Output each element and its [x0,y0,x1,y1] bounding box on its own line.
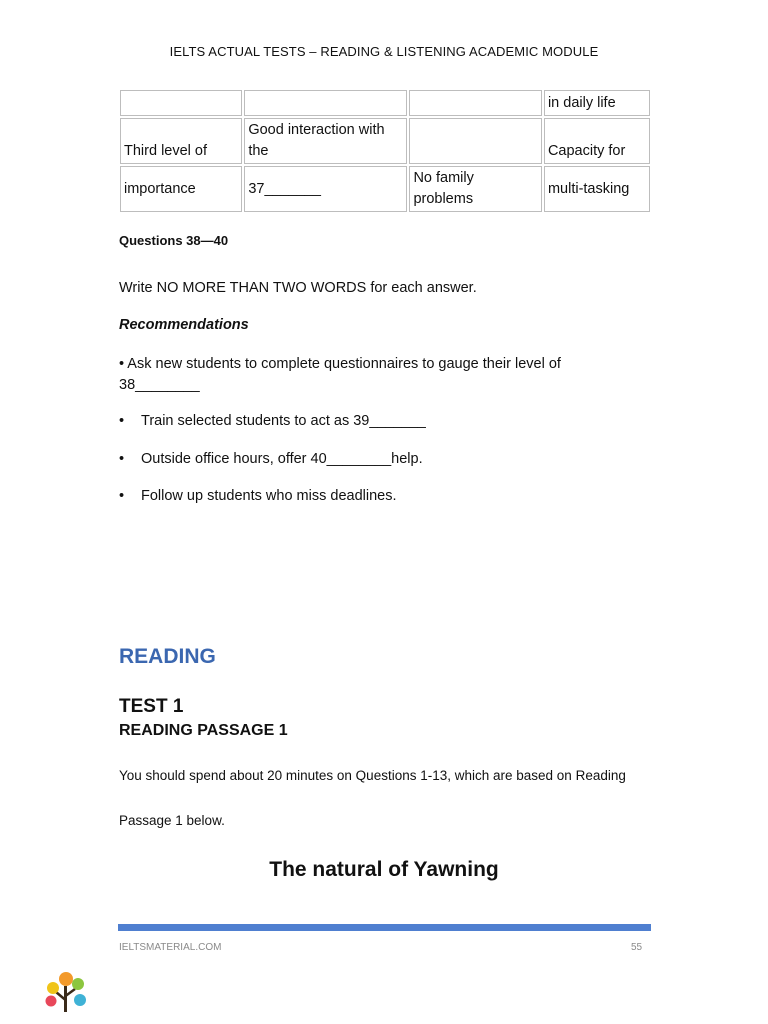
bullet-icon: • [119,488,125,504]
test-title: TEST 1 [119,696,184,717]
page-header-title: IELTS ACTUAL TESTS – READING & LISTENING ACADEMIC MODULE [169,44,599,59]
reading-section-title: READING [119,645,216,668]
questions-instruction: Write NO MORE THAN TWO WORDS for each answer. [119,280,477,296]
passage-title: The natural of Yawning [269,858,499,881]
recommendation-line: 38________ [119,377,200,393]
questions-heading: Questions 38—40 [119,233,229,248]
table-cell: 37_______ [244,166,407,212]
table-cell: No family problems [409,166,542,212]
table-cell [120,90,242,116]
table-row [120,90,650,116]
page-number: 55 [631,942,643,953]
table-cell [409,118,542,164]
table-cell [244,90,407,116]
recommendation-item [119,354,561,396]
recommendation-text: Outside office hours, offer 40________help. [141,451,423,467]
table-row [120,166,650,212]
tree-logo-icon [44,970,88,1014]
table-cell: Third level of [120,118,242,164]
recommendations-heading: Recommendations [119,317,249,333]
table-cell: multi-tasking [544,166,650,212]
passage-heading: READING PASSAGE 1 [119,722,288,739]
table-cell: importance [120,166,242,212]
reading-instruction: You should spend about 20 minutes on Questions 1-13, which are based on Reading [119,768,626,783]
footer-divider [118,924,651,931]
footer-site-link[interactable]: IELTSMATERIAL.COM [119,942,222,953]
reading-instruction: Passage 1 below. [119,813,225,828]
table-cell: Capacity for [544,118,650,164]
table-row [120,118,650,164]
recommendation-text: Train selected students to act as 39_______ [141,413,426,429]
answer-table [118,88,652,214]
bullet-icon: • [119,413,125,429]
recommendation-text: Follow up students who miss deadlines. [141,488,397,504]
table-cell: Good interaction with the [244,118,407,164]
table-cell [409,90,542,116]
recommendation-line: • Ask new students to complete questionnaires to gauge their level of [119,356,561,372]
bullet-icon: • [119,451,125,467]
table-cell: in daily life [544,90,650,116]
